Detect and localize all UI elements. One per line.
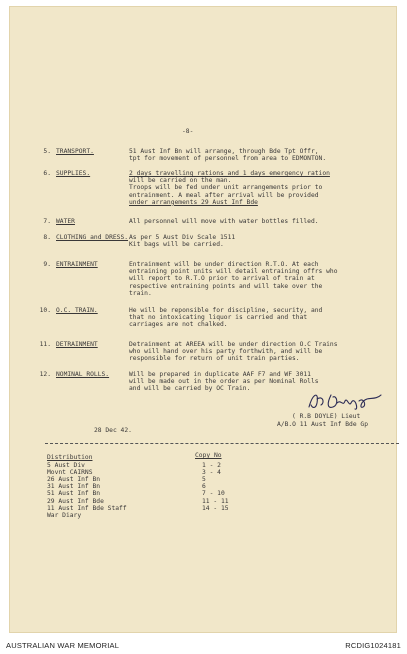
paragraph-line: will report to R.T.O prior to arrival of train at bbox=[129, 275, 315, 283]
paragraph-body bbox=[129, 170, 394, 206]
paragraph-body bbox=[129, 261, 394, 297]
paragraph-heading: ENTRAINMENT bbox=[56, 261, 98, 268]
paragraph-body bbox=[129, 307, 394, 329]
paragraph-number: 5. bbox=[43, 148, 51, 155]
paragraph-line: Kit bags will be carried. bbox=[129, 241, 224, 249]
paragraph-heading: DETRAINMENT bbox=[56, 341, 98, 348]
paragraph-body bbox=[129, 148, 394, 162]
paragraph-line: All personnel will move with water bottles filled. bbox=[129, 218, 319, 225]
paragraph-number: 8. bbox=[43, 234, 51, 241]
paragraph-line: entraining point units will detail entraining offrs who bbox=[129, 268, 338, 276]
distribution-recipient: Movnt CAIRNS bbox=[47, 469, 93, 477]
paragraph-line: carriages are not chalked. bbox=[129, 321, 228, 329]
distribution-recipient: 11 Aust Inf Bde Staff bbox=[47, 504, 127, 512]
paragraph-line: Will be prepared in duplicate AAF F7 and WF 3011 bbox=[129, 371, 311, 378]
signature-name: ( R.B DOYLE) Lieut bbox=[292, 413, 361, 420]
distribution-recipient: 5 Aust Div bbox=[47, 462, 85, 469]
paragraph-heading: SUPPLIES. bbox=[56, 170, 91, 177]
distribution-copy-no: 14 - 15 bbox=[202, 504, 229, 512]
distribution-copy-no: 6 bbox=[202, 483, 206, 491]
paragraph-heading: TRANSPORT. bbox=[56, 148, 94, 155]
distribution-recipient: 31 Aust Inf Bn bbox=[47, 483, 101, 491]
paragraph-line: train. bbox=[129, 289, 152, 297]
paragraph-body bbox=[129, 218, 394, 225]
distribution-heading: Distribution bbox=[47, 454, 93, 461]
paragraph-line: under arrangements 29 Aust Inf Bde bbox=[129, 198, 258, 206]
paragraph-line: respective entraining points and will take over the bbox=[129, 282, 323, 290]
paragraph-body bbox=[129, 234, 394, 248]
paragraph-number: 9. bbox=[43, 261, 51, 268]
paragraph-line: 51 Aust Inf Bn will arrange, through Bde Tpt Offr, bbox=[129, 148, 319, 155]
paragraph-number: 12. bbox=[39, 371, 51, 378]
paragraph-number: 11. bbox=[39, 341, 51, 348]
distribution-copy-no: 11 - 11 bbox=[202, 497, 229, 505]
divider bbox=[45, 443, 399, 445]
paragraph-heading: CLOTHING and DRESS. bbox=[56, 234, 129, 241]
document-page bbox=[9, 6, 397, 633]
paragraph-line: As per 5 Aust Div Scale 1511 bbox=[129, 234, 236, 241]
paragraph-number: 10. bbox=[39, 307, 51, 314]
paragraph-line: 2 days travelling rations and 1 days emergency ration bbox=[129, 170, 330, 177]
paragraph-number: 7. bbox=[43, 218, 51, 225]
distribution-recipient: 26 Aust Inf Bn bbox=[47, 476, 101, 484]
signature-title: A/B.O 11 Aust Inf Bde Gp bbox=[277, 421, 368, 428]
paragraph-heading: NOMINAL ROLLS. bbox=[56, 371, 110, 378]
signature bbox=[305, 389, 385, 413]
paragraph-line: who will hand over his party forthwith, and will be bbox=[129, 348, 323, 356]
distribution-copy-no: 3 - 4 bbox=[202, 469, 221, 477]
paragraph-line: Troops will be fed under unit arrangements prior to bbox=[129, 184, 323, 192]
distribution-recipient: 29 Aust Inf Bde bbox=[47, 497, 104, 505]
paragraph-line: responsible for return of unit train parties. bbox=[129, 355, 300, 363]
paragraph-line: He will be reponsible for discipline, security, and bbox=[129, 307, 323, 314]
paragraph-body bbox=[129, 341, 394, 363]
footer-reference: RCDIG1024181 bbox=[345, 641, 401, 650]
distribution-recipient: 51 Aust Inf Bn bbox=[47, 490, 101, 498]
paragraph-line: tpt for movement of personnel from area to EDMONTON. bbox=[129, 155, 327, 163]
paragraph-number: 6. bbox=[43, 170, 51, 177]
paragraph-line: Entrainment will be under direction R.T.O. At each bbox=[129, 261, 319, 268]
paragraph-line: will be carried on the man. bbox=[129, 177, 232, 185]
paragraph-line: and will be carried by OC Train. bbox=[129, 385, 251, 393]
paragraph-line: that no intoxicating liquor is carried and that bbox=[129, 314, 308, 322]
document-date: 28 Dec 42. bbox=[94, 427, 132, 434]
distribution-recipient: War Diary bbox=[47, 511, 82, 519]
paragraph-line: Detrainment at AREEA will be under direction O.C Trains bbox=[129, 341, 338, 348]
paragraph-line: entrainment. A meal after arrival will be provided bbox=[129, 191, 319, 199]
footer-source: AUSTRALIAN WAR MEMORIAL bbox=[6, 641, 120, 650]
paragraph-line: will be made out in the order as per Nominal Rolls bbox=[129, 378, 319, 386]
archive-footer bbox=[0, 637, 407, 654]
page-number: -8- bbox=[182, 128, 194, 135]
distribution-copy-no: 5 bbox=[202, 476, 206, 484]
distribution-copy-no: 1 - 2 bbox=[202, 462, 221, 469]
paragraph-heading: WATER bbox=[56, 218, 75, 225]
paragraph-heading: O.C. TRAIN. bbox=[56, 307, 98, 314]
distribution-copy-no: 7 - 10 bbox=[202, 490, 225, 498]
copy-no-heading: Copy No bbox=[195, 452, 222, 459]
